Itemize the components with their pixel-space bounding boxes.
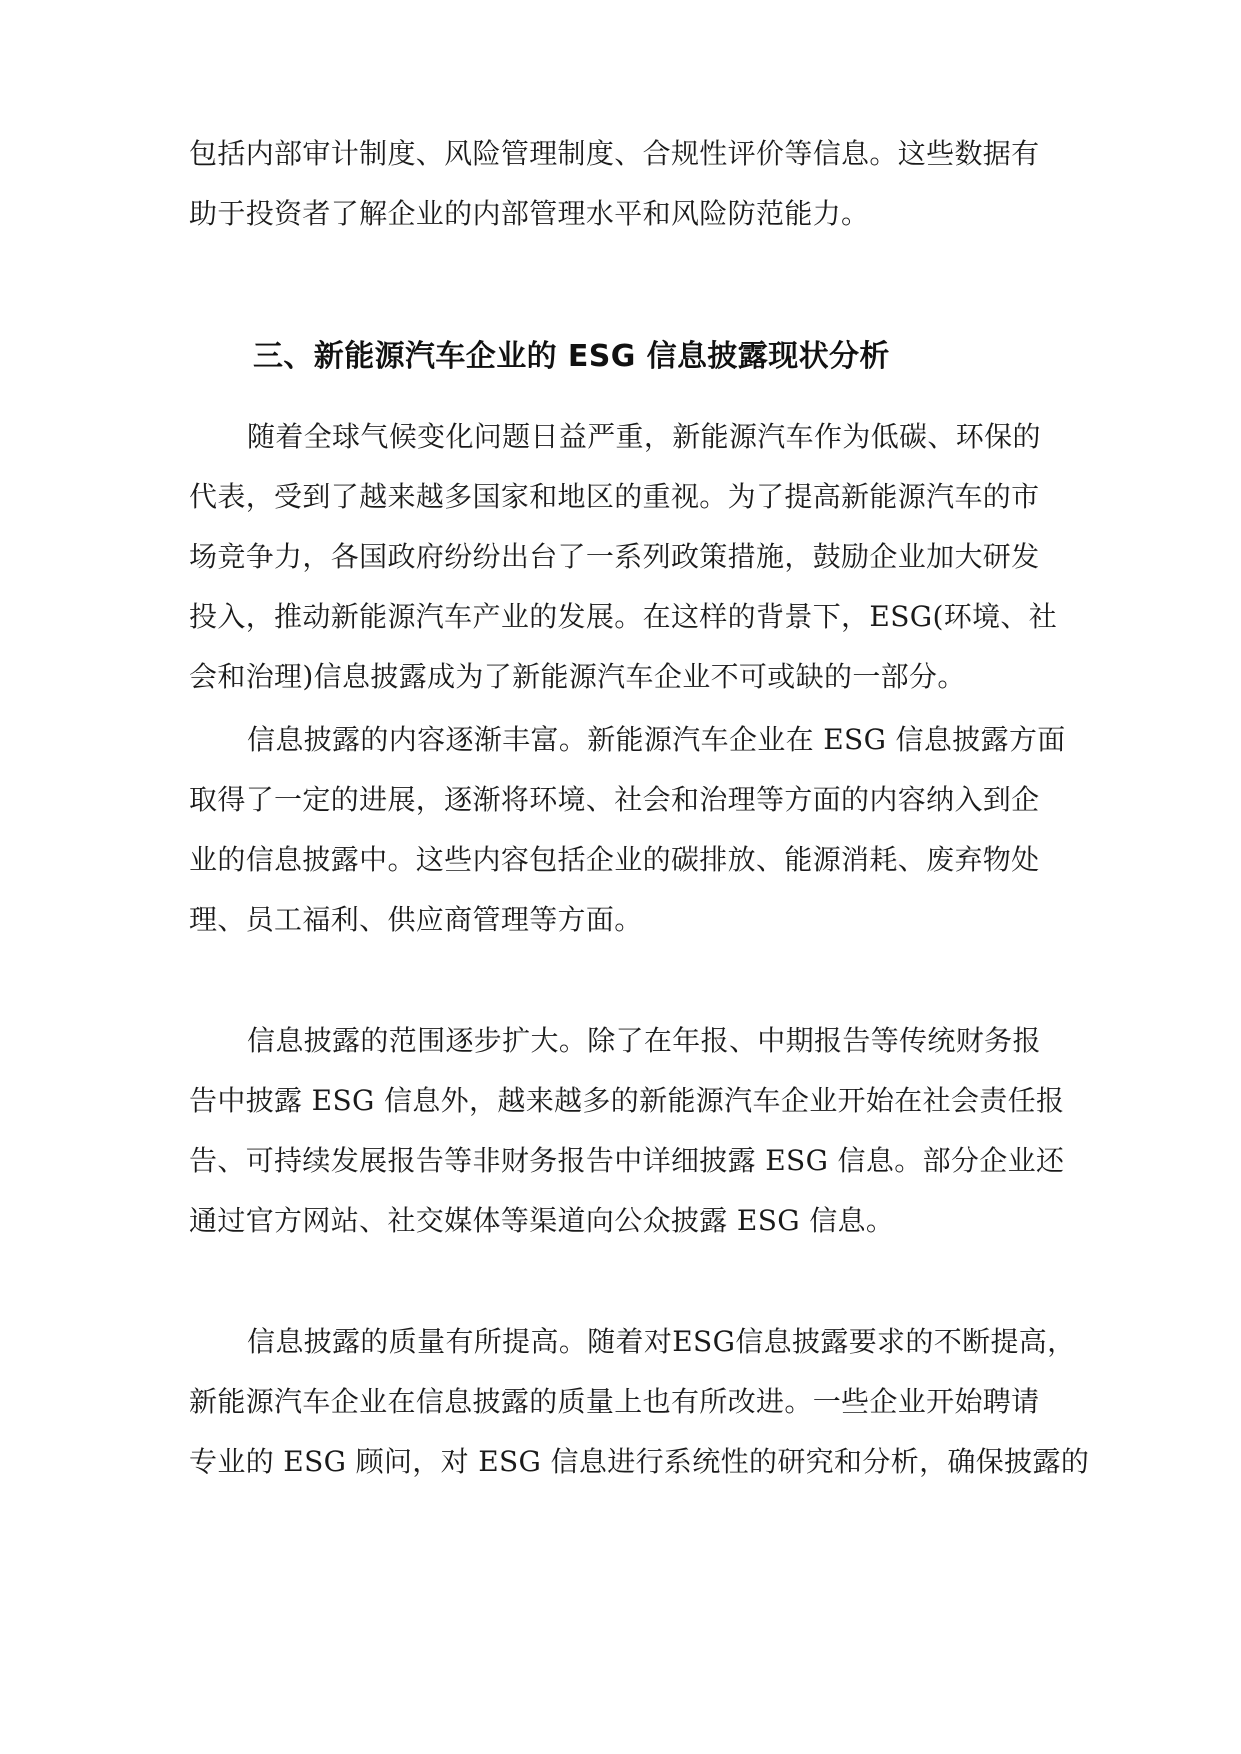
intro-paragraph [189,124,1055,244]
paragraph-line: 通过官方网站、社交媒体等渠道向公众披露 ESG 信息。 [189,1204,895,1237]
paragraph-line: 业的信息披露中。这些内容包括企业的碳排放、能源消耗、废弃物处 [189,843,1040,876]
paragraph-line: 新能源汽车企业在信息披露的质量上也有所改进。一些企业开始聘请 [189,1385,1040,1418]
paragraph-line: 投入，推动新能源汽车产业的发展。在这样的背景下，ESG(环境、社 [189,600,1058,633]
paragraph-line: 告、可持续发展报告等非财务报告中详细披露 ESG 信息。部分企业还 [189,1144,1065,1177]
paragraph-line: 理、员工福利、供应商管理等方面。 [189,903,643,936]
paragraph-line: 代表，受到了越来越多国家和地区的重视。为了提高新能源汽车的市 [189,480,1040,513]
paragraph-line: 取得了一定的进展，逐渐将环境、社会和治理等方面的内容纳入到企 [189,783,1040,816]
paragraph-line: 随着全球气候变化问题日益严重，新能源汽车作为低碳、环保的 [247,420,1041,453]
paragraph-line: 场竞争力，各国政府纷纷出台了一系列政策措施，鼓励企业加大研发 [189,540,1040,573]
paragraph-line: 包括内部审计制度、风险管理制度、合规性评价等信息。这些数据有 [189,137,1040,170]
paragraph-line: 信息披露的内容逐渐丰富。新能源汽车企业在 ESG 信息披露方面 [247,723,1066,756]
paragraph-line: 告中披露 ESG 信息外，越来越多的新能源汽车企业开始在社会责任报 [189,1084,1065,1117]
paragraph-content-enriched [189,710,1066,950]
section-heading: 三、新能源汽车企业的 ESG 信息披露现状分析 [253,339,890,374]
paragraph-line: 信息披露的质量有所提高。随着对ESG信息披露要求的不断提高， [247,1325,1076,1358]
paragraph-line: 专业的 ESG 顾问，对 ESG 信息进行系统性的研究和分析，确保披露的 [189,1445,1090,1478]
paragraph-line: 会和治理)信息披露成为了新能源汽车企业不可或缺的一部分。 [189,660,966,693]
paragraph-line: 助于投资者了解企业的内部管理水平和风险防范能力。 [189,197,870,230]
paragraph-quality-improved [189,1312,1090,1492]
paragraph-scope-expanded [189,1011,1065,1251]
paragraph-line: 信息披露的范围逐步扩大。除了在年报、中期报告等传统财务报 [247,1024,1041,1057]
paragraph-climate-background [189,407,1058,707]
